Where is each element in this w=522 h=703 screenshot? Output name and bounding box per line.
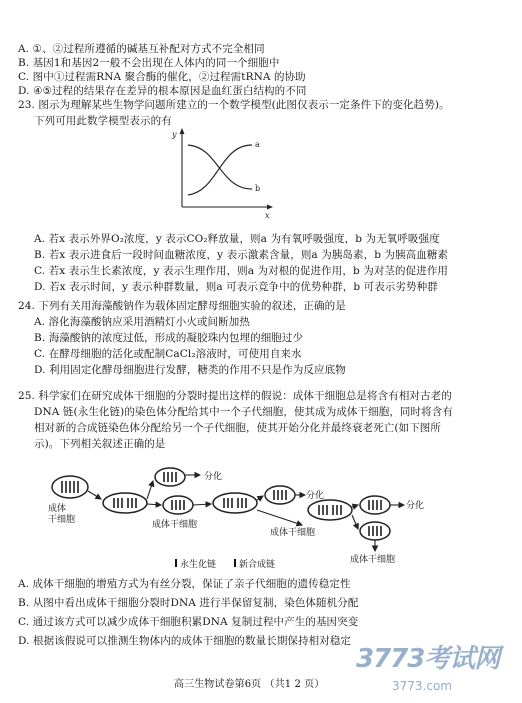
prev-option-d: D. ④⑤过程的结果存在差异的根本原因是血红蛋白结构的不同 (18, 85, 307, 97)
q24-option-d: D. 利用固定化酵母细胞进行发酵，糖类的作用不只是作为反应底物 (34, 364, 346, 376)
label-stem-cell-bottom: 成体干细胞 (350, 555, 396, 565)
q23-option-c: C. 若x 表示生长素浓度，y 表示生理作用，则a 为对根的促进作用，b 为对茎的促进作用 (34, 265, 449, 277)
watermark-logo: 3773考试网 (356, 644, 500, 674)
q25-diagram (40, 455, 440, 571)
division-arrows (88, 475, 404, 551)
label-differentiate-1: 分化 (204, 472, 223, 482)
q23-y-arrow (180, 128, 185, 134)
q23-stem-line1: 23. 图示为理解某些生物学问题所建立的一个数学模型(此图仅表示一定条件下的变化趋势)。 (18, 99, 450, 111)
dividing-cell-2 (213, 493, 257, 513)
differentiating-cell-1 (155, 468, 185, 486)
stem-cell-2 (163, 496, 193, 514)
q24-option-b: B. 海藻酸钠的浓度过低，形成的凝胶珠内包埋的细胞过少 (34, 332, 304, 344)
dividing-cell-1 (103, 493, 147, 513)
q25-option-a: A. 成体干细胞的增殖方式为有丝分裂，保证了亲子代细胞的遗传稳定性 (18, 578, 351, 590)
q23-curve-b-label: b (255, 184, 261, 193)
q25-option-c: C. 通过该方式可以减少成体干细胞积累DNA 复制过程中产生的基因突变 (18, 616, 359, 628)
q25-option-d: D. 根据该假说可以推测生物体内的成体干细胞的数量长期保持相对稳定 (18, 635, 352, 647)
q25-stem-line4: 示)。下列相关叙述正确的是 (34, 438, 166, 450)
dividing-cell-3 (308, 500, 352, 520)
q25-option-b: B. 从图中看出成体干细胞分裂时DNA 进行半保留复制，染色体随机分配 (18, 597, 359, 609)
q23-x-arrow (267, 205, 273, 210)
q23-option-a: A. 若x 表示外界O₂浓度，y 表示CO₂释放量，则a 为有氧呼吸强度，b 为无氧呼吸强度 (34, 233, 440, 245)
label-stem-cell-1b: 干细胞 (48, 515, 76, 525)
label-stem-cell-right: 成体干细胞 (270, 528, 316, 538)
label-differentiate-3: 分化 (406, 501, 425, 511)
label-stem-cell-1a: 成体 (48, 504, 67, 514)
stem-cell-3 (265, 486, 295, 504)
legend-new-strand-label: 新合成链 (239, 560, 276, 570)
prev-option-b: B. 基因1和基因2一般不会出现在人体内的同一个细胞中 (18, 57, 280, 69)
watermark-url: 3773.com (392, 679, 452, 693)
prev-option-a: A. ①、②过程所遵循的碱基互补配对方式不完全相同 (18, 43, 265, 55)
stem-cell-4 (360, 522, 390, 540)
page-footer: 高三生物试卷第6页 （共1 2 页） (174, 679, 325, 690)
prev-option-c: C. 图中①过程需RNA 聚合酶的催化，②过程需tRNA 的协助 (18, 71, 306, 83)
q23-stem-line2: 下列可用此数学模型表示的有 (34, 115, 172, 127)
q24-stem: 24. 下列有关用海藻酸钠作为载体固定酵母细胞实验的叙述，正确的是 (18, 300, 346, 312)
q25-stem-line2: DNA 链(永生化链)的染色体分配给其中一个子代细胞，使其成为成体干细胞，同时将含有 (34, 406, 453, 418)
label-stem-cell-mid: 成体干细胞 (152, 520, 198, 530)
q23-curve-a-label: a (255, 140, 260, 149)
q23-x-label: x (265, 211, 270, 220)
q23-option-b: B. 若x 表示进食后一段时间血糖浓度，y 表示激素含量，则a 为胰岛素，b 为胰高血糖素 (34, 249, 449, 261)
q24-option-a: A. 溶化海藻酸钠应采用酒精灯小火或间断加热 (34, 316, 250, 328)
q23-y-label: y (172, 130, 177, 139)
q24-option-c: C. 在酵母细胞的活化或配制CaCl₂溶液时，可使用自来水 (34, 348, 302, 360)
q25-stem-line3: 相对新的合成链染色体分配给另一个子代细胞，使其开始分化并最终衰老死亡(如下图所 (34, 422, 441, 434)
label-differentiate-2: 分化 (306, 491, 325, 501)
q25-stem-line1: 25. 科学家们在研究成体干细胞的分裂时提出这样的假说：成体干细胞总是将含有相对古老的 (18, 390, 452, 402)
chromosome-strands (62, 481, 78, 493)
legend-old-strand-label: 永生化链 (180, 560, 217, 570)
q23-graph (170, 125, 280, 220)
q23-option-d: D. 若x 表示时间，y 表示种群数量，则a 可表示竞争中的优势种群，b 可表示劣势种群 (34, 281, 438, 293)
differentiating-cell-2 (360, 496, 390, 514)
